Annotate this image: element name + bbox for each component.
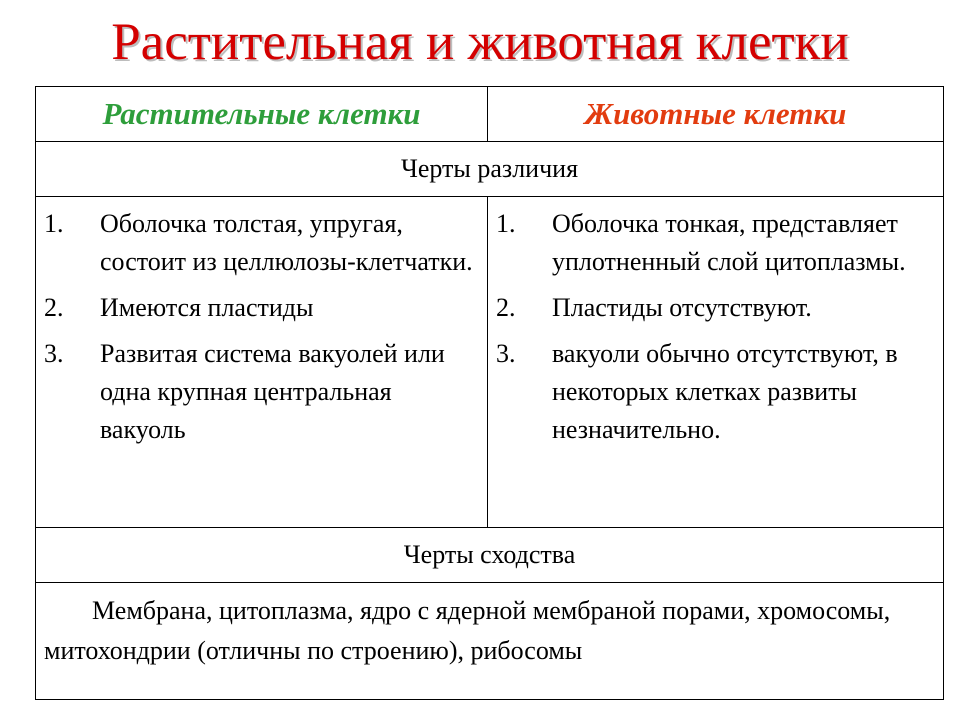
differences-row bbox=[36, 142, 944, 197]
list-item-text: Пластиды отсутствуют. bbox=[552, 293, 812, 322]
similarities-label: Черты сходства bbox=[36, 528, 944, 583]
plant-differences-list bbox=[36, 197, 487, 449]
list-item bbox=[44, 289, 481, 327]
list-item-text: Имеются пластиды bbox=[100, 293, 314, 322]
list-item-number: 1. bbox=[496, 209, 516, 238]
similarities-text-row bbox=[36, 583, 944, 700]
animal-differences-cell bbox=[488, 197, 944, 528]
list-item bbox=[44, 205, 481, 281]
animal-cells-header: Животные клетки bbox=[488, 87, 944, 142]
list-item-number: 1. bbox=[44, 209, 64, 238]
list-item-number: 2. bbox=[496, 293, 516, 322]
plant-cells-header: Растительные клетки bbox=[36, 87, 488, 142]
list-item-number: 3. bbox=[44, 339, 64, 368]
differences-lists-row bbox=[36, 197, 944, 528]
list-item-text: Оболочка толстая, упругая, состоит из целлюлозы-клетчатки. bbox=[100, 209, 473, 276]
list-item-text: Оболочка тонкая, представляет уплотненный слой цитоплазмы. bbox=[552, 209, 906, 276]
header-row bbox=[36, 87, 944, 142]
similarities-row bbox=[36, 528, 944, 583]
list-item-number: 2. bbox=[44, 293, 64, 322]
plant-differences-cell bbox=[36, 197, 488, 528]
similarities-text: Мембрана, цитоплазма, ядро с ядерной мембраной порами, хромосомы, митохондрии (отличны по строению), рибосомы bbox=[36, 583, 944, 700]
list-item bbox=[496, 289, 937, 327]
slide-title: Растительная и животная клетки bbox=[111, 13, 849, 71]
list-item-text: вакуоли обычно отсутствуют, в некоторых клетках развиты незначительно. bbox=[552, 339, 898, 444]
list-item-number: 3. bbox=[496, 339, 516, 368]
list-item bbox=[496, 205, 937, 281]
comparison-table bbox=[35, 86, 944, 700]
animal-differences-list bbox=[488, 197, 943, 449]
differences-label: Черты различия bbox=[36, 142, 944, 197]
list-item-text: Развитая система вакуолей или одна крупная центральная вакуоль bbox=[100, 339, 445, 444]
list-item bbox=[44, 335, 481, 449]
list-item bbox=[496, 335, 937, 449]
